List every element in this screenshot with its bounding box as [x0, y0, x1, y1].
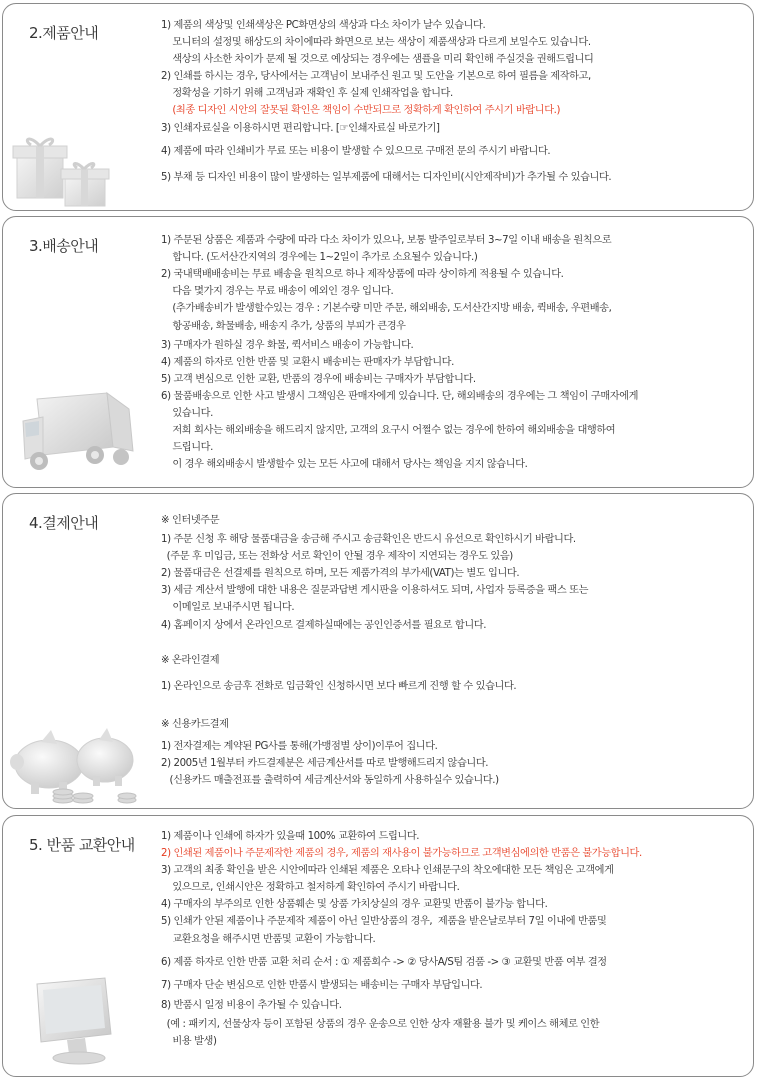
- subheading: ※ 인터넷주문: [161, 515, 220, 526]
- info-line: 교환요청을 해주시면 반품및 교환이 가능합니다.: [161, 934, 376, 945]
- info-line: 4) 홈페이지 상에서 온라인으로 결제하실때에는 공인인증서를 필요로 합니다.: [161, 620, 487, 631]
- info-line: 5) 부채 등 디자인 비용이 많이 발생하는 일부제품에 대해서는 디자인비(시안제작비)가 추가될 수 있습니다.: [161, 172, 612, 183]
- info-line: 1) 온라인으로 송금후 전화로 입금확인 신청하시면 보다 빠르게 진행 할 수 있습니다.: [161, 681, 517, 692]
- info-line: 저희 회사는 해외배송을 해드리지 않지만, 고객의 요구시 어쩔수 없는 경우에 한하여 해외배송을 대행하여: [161, 425, 616, 436]
- section-title: 5. 반품 교환안내: [29, 836, 135, 854]
- section-content: [161, 232, 751, 473]
- info-line: 6) 물품배송으로 인한 사고 발생시 그책임은 판매자에게 있습니다. 단, 해외배송의 경우에는 그 책임이 구매자에게: [161, 391, 639, 402]
- info-line: 4) 제품에 따라 인쇄비가 무료 또는 비용이 발생할 수 있으므로 구매전 문의 주시기 바랍니다.: [161, 146, 551, 157]
- info-line: 있습니다.: [161, 408, 213, 419]
- info-line: 다음 몇가지 경우는 무료 배송이 예외인 경우 입니다.: [161, 286, 394, 297]
- info-line: 2) 인쇄를 하시는 경우, 당사에서는 고객님이 보내주신 원고 및 도안을 기본으로 하여 필름을 제작하고,: [161, 71, 591, 82]
- spacer: [161, 700, 751, 712]
- info-line: (신용카드 매출전표를 출력하여 세금계산서와 동일하게 사용하실수 있습니다.): [161, 775, 499, 786]
- section-content: [161, 511, 751, 789]
- info-line: 모니터의 설정및 해상도의 차이에따라 화면으로 보는 색상이 제품색상과 다르게 보일수도 있습니다.: [161, 37, 591, 48]
- info-line: 색상의 사소한 차이가 문제 될 것으로 예상되는 경우에는 샘플을 미리 확인해 주실것을 권해드립니디: [161, 54, 594, 65]
- info-line: 2) 2005년 1월부터 카드결제분은 세금계산서를 따로 발행해드리지 않습니다.: [161, 758, 489, 769]
- info-line: 1) 제품이나 인쇄에 하자가 있을때 100% 교환하여 드립니다.: [161, 831, 420, 842]
- info-line: 3) 고객의 최종 확인을 받은 시안에따라 인쇄된 제품은 오타나 인쇄문구의 착오에대한 모든 책임은 고객에게: [161, 865, 614, 876]
- info-line: 3) 구매자가 원하실 경우 화물, 퀵서비스 배송이 가능합니다.: [161, 340, 414, 351]
- info-line: 정확성을 기하기 위해 고객님과 재확인 후 실제 인쇄작업을 합니다.: [161, 88, 453, 99]
- info-line: 합니다. (도서산간지역의 경우에는 1~2일이 추가로 소요될수 있습니다.): [161, 252, 478, 263]
- info-line: 7) 구매자 단순 변심으로 인한 반품시 발생되는 배송비는 구매자 부담입니다.: [161, 980, 483, 991]
- info-line: 5) 고객 변심으로 인한 교환, 반품의 경우에 배송비는 구매자가 부담합니다.: [161, 374, 476, 385]
- section-delivery-info: [2, 216, 754, 488]
- info-line: (예 : 패키지, 선물상자 등이 포함된 상품의 경우 운송으로 인한 상자 재활용 불가 및 케이스 해체로 인한: [161, 1019, 600, 1030]
- info-line: 드립니다.: [161, 442, 213, 453]
- section-content: [161, 17, 751, 191]
- subheading: ※ 온라인결제: [161, 655, 220, 666]
- section-product-info: [2, 3, 754, 211]
- info-line: 4) 제품의 하자로 인한 반품 및 교환시 배송비는 판매자가 부담합니다.: [161, 357, 454, 368]
- warning-line: (최종 디자인 시안의 잘못된 확인은 책임이 수반되므로 정확하게 확인하여 주시기 바랍니다.): [161, 105, 561, 116]
- info-line: 1) 주문된 상품은 제품과 수량에 따라 다소 차이가 있으나, 보통 발주일로부터 3~7일 이내 배송을 원칙으로: [161, 235, 612, 246]
- info-line: (추가배송비가 발생할수있는 경우 : 기본수량 미만 주문, 해외배송, 도서산간지방 배송, 퀵배송, 우편배송,: [161, 303, 612, 314]
- delivery-truck-icon: [17, 389, 137, 477]
- info-line: 이메일로 보내주시면 됩니다.: [161, 602, 295, 613]
- info-line: 2) 국내택배배송비는 무료 배송을 원칙으로 하나 제작상품에 따라 상이하게 적용될 수 있습니다.: [161, 269, 564, 280]
- info-line: 있으므로, 인쇄시안은 정확하고 철저하게 확인하여 주시기 바랍니다.: [161, 882, 460, 893]
- section-title: 3.배송안내: [29, 237, 99, 255]
- section-content: [161, 828, 751, 1050]
- piggy-bank-coins-icon: [7, 722, 147, 806]
- monitor-icon: [27, 976, 123, 1068]
- spacer: [161, 636, 751, 648]
- info-line: (주문 후 미입금, 또는 전화상 서로 확인이 안될 경우 제작이 지연되는 경우도 있음): [161, 551, 513, 562]
- info-line: 2) 물품대금은 선결제를 원칙으로 하며, 모든 제품가격의 부가세(VAT)는 별도 입니다.: [161, 568, 520, 579]
- subheading: ※ 신용카드결제: [161, 719, 229, 730]
- info-line: 5) 인쇄가 안된 제품이나 주문제작 제품이 아닌 일반상품의 경우, 제품을 받은날로부터 7일 이내에 반품및: [161, 916, 607, 927]
- info-line: 1) 제품의 색상및 인쇄색상은 PC화면상의 색상과 다소 차이가 날수 있습니다.: [161, 20, 486, 31]
- warning-line: 2) 인쇄된 제품이나 주문제작한 제품의 경우, 제품의 재사용이 불가능하므로 고객변심에의한 반품은 불가능합니다.: [161, 848, 642, 859]
- info-line: 3) 세금 계산서 발행에 대한 내용은 질문과답변 게시판을 이용하셔도 되며, 사업자 등록증을 팩스 또는: [161, 585, 589, 596]
- resource-link-line[interactable]: 3) 인쇄자료실을 이용하시면 편리합니다. [☞인쇄자료실 바로가기]: [161, 123, 440, 134]
- info-line: 8) 반품시 일정 비용이 추가될 수 있습니다.: [161, 1000, 342, 1011]
- section-payment-info: [2, 493, 754, 809]
- gift-box-icon: [9, 132, 119, 210]
- info-line: 6) 제품 하자로 인한 반품 교환 처리 순서 : ① 제품회수 -> ② 당사A/S팀 검품 -> ③ 교환및 반품 여부 결정: [161, 957, 607, 968]
- info-line: 1) 주문 신청 후 해당 물품대금을 송금해 주시고 송금확인은 반드시 유선으로 확인하시기 바랍니다.: [161, 534, 576, 545]
- info-line: 1) 전자결제는 계약된 PG사를 통해(가맹점별 상이)이루어 집니다.: [161, 741, 438, 752]
- section-title: 2.제품안내: [29, 24, 99, 42]
- section-return-exchange-info: [2, 815, 754, 1077]
- section-title: 4.결제안내: [29, 514, 99, 532]
- info-line: 4) 구매자의 부주의로 인한 상품훼손 및 상품 가치상실의 경우 교환및 반품이 불가능 합니다.: [161, 899, 548, 910]
- info-line: 이 경우 해외배송시 발생할수 있는 모든 사고에 대해서 당사는 책임을 지지 않습니다.: [161, 459, 528, 470]
- info-line: 항공배송, 화물배송, 배송지 추가, 상품의 부피가 큰경우: [161, 321, 406, 332]
- info-line: 비용 발생): [161, 1036, 217, 1047]
